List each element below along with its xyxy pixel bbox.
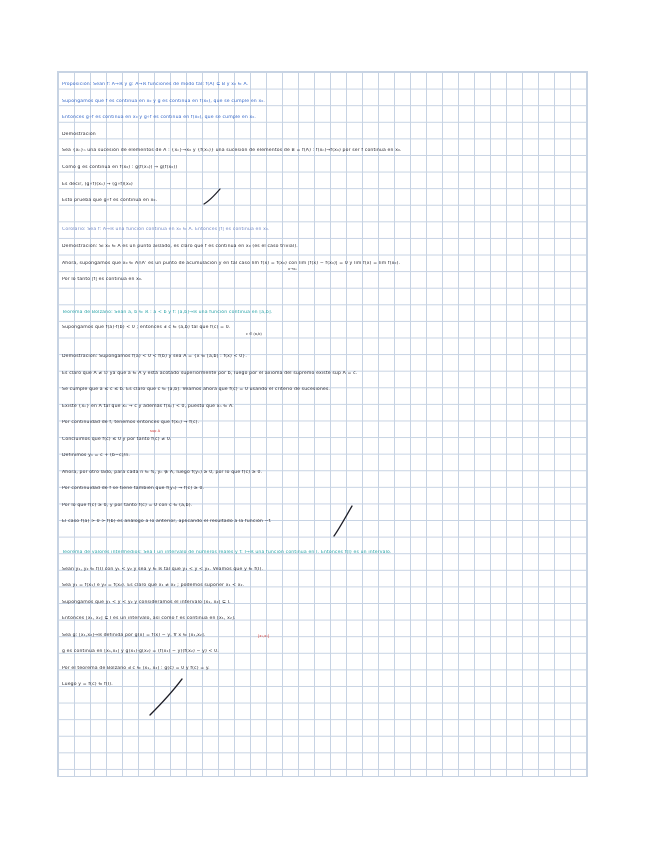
proof-line: Concluimos que f(c) ≤ 0 y por tanto f(c) ≠ 0. <box>62 437 172 442</box>
proof-line: Ahora, supongamos que x₀ ∈ A∩A' es un punto de acumulación y en tal caso lím f(x) = f(x₀) con lím |f(x) − f(x₀)| = 0 y lím f(x) = lím f(x₀). <box>62 261 401 266</box>
proof-line: Por continuidad de f se tiene también que f(yₙ) → f(c) ≥ 0. <box>62 486 205 491</box>
ivt-theorem-statement: Teorema de valores intermedios: Sea I un intervalo de números reales y f: I→ℝ una función continua en I. Entonces f(I) es un intervalo. <box>62 550 392 555</box>
proof-line: Existe {xₙ} en A tal que xₙ → c y además f(xₙ) < 0, puesto que xₙ ∈ A. <box>62 404 234 409</box>
proof-line: Por continuidad de f, tenemos entonces que f(xₙ) → f(c). <box>62 420 200 425</box>
proof-line: Sea g: [x₁,x₂]→ℝ definida por g(x) = f(x) − y, ∀ x ∈ [x₁,x₂]. <box>62 633 206 638</box>
proposition-statement-3: Entonces g∘f es continua en x₀ y g∘f es continua en f(x₀), que se cumple en x₀. <box>62 115 257 120</box>
bolzano-hypothesis: Supongamos que f(a)·f(b) < 0 ; entonces ∃ c ∈ (a,b) tal que f(c) = 0. <box>62 325 231 330</box>
red-interval-annotation: [x₁,x₂] <box>258 634 270 638</box>
proposition-statement-2: Supongamos que f es continua en x₀ y g es continua en f(x₀), que se cumple en x₀. <box>62 99 265 104</box>
proof-line: Como g es continua en f(x₀) : g(f(xₙ)) → g(f(x₀)) <box>62 165 178 170</box>
bolzano-theorem-statement: Teorema de Bolzano: Sean a, b ∈ ℝ : a < b y f: [a,b]→ℝ una función continua en [a,b]. <box>62 310 273 315</box>
proof-line: Se cumple que a ≤ c ≤ b. Es claro que c ∈ [a,b]. Veamos ahora que f(c) = 0 usando el criterio de sucesiones. <box>62 387 331 392</box>
proposition-statement-1: Proposición: Sean f: A→ℝ y g: A→ℝ funciones de modo tal: f(A) ⊆ B y x₀ ∈ A. <box>62 82 249 87</box>
proof-conclusion: Por lo tanto |f| es continua en x₀. <box>62 277 143 282</box>
proof-line: Definimos yₙ = c + (b−c)/n. <box>62 453 131 458</box>
red-annotation: sup A <box>150 429 161 433</box>
proof-conclusion: Luego y = f(c) ∈ f(I). <box>62 682 113 687</box>
proof-line: Ahora, por otro lado, para cada n ∈ ℕ, yₙ ∉ A, luego f(yₙ) ≥ 0, por lo que f(c) ≥ 0. <box>62 470 263 475</box>
proof-line: Por el teorema de Bolzano ∃ c ∈ (x₁, x₂) : g(c) = 0 y f(c) = y. <box>62 666 210 671</box>
qed-slash-mark <box>203 187 221 207</box>
corollary-statement: Corolario: Sea f: A→ℝ una función continua en x₀ ∈ A. Entonces |f| es continua en x₀. <box>62 227 270 232</box>
proof-line: g es continua en [x₁,x₂] y g(x₁)·g(x₂) = (f(x₁) − y)(f(x₂) − y) < 0. <box>62 649 219 654</box>
proof-line: Por lo que f(c) ≥ 0, y por tanto f(c) = 0 con c ∈ (a,b). <box>62 503 193 508</box>
proof-line: Sean y₁, y₂ ∈ f(I) con y₁ < y₂ y sea y ∈ ℝ tal que y₁ < y < y₂. Veamos que y ∈ f(I). <box>62 567 264 572</box>
proof-line: Demostración: Supongamos f(a) < 0 < f(b) y sea A = {x ∈ [a,b] : f(x) < 0}. <box>62 354 247 359</box>
qed-slash-mark <box>333 504 353 538</box>
bolzano-point-note: c ∈ (a,b) <box>246 332 262 336</box>
qed-slash-mark <box>148 677 184 717</box>
proof-line: Sea {xₙ}ₙ una sucesión de elementos de A : {xₙ}→x₀ y {f(xₙ)} una sucesión de elementos de B = f(A) : f(xₙ)→f(x₀) por ser f continua en x₀. <box>62 148 402 153</box>
proof-line: El caso f(a) > 0 > f(b) es análogo a lo anterior, aplicando el resultado a la función −f. <box>62 519 272 524</box>
limit-subscript: x→x₀ <box>288 267 297 271</box>
proof-line: Demostración: Si x₀ ∈ A es un punto aislado, es claro que f es continua en x₀ (es el caso trivial). <box>62 244 298 249</box>
proof-conclusion: Esto prueba que g∘f es continua en x₀. <box>62 198 158 203</box>
proof-line: Sea y₁ = f(x₁) e y₂ = f(x₂). Es claro que x₁ ≠ x₂ ; podemos suponer x₁ < x₂. <box>62 583 245 588</box>
proof-line: Supongamos que y₁ < y < y₂ y consideramos el intervalo [x₁, x₂] ⊆ I. <box>62 600 231 605</box>
proof-line: Es claro que A ≠ ∅ ya que a ∈ A y está acotado superiormente por b, luego por el axioma del supremo existe sup A = c. <box>62 371 358 376</box>
proof-line: Es decir, (g∘f)(xₙ) → (g∘f)(x₀) <box>62 182 133 187</box>
proof-line: Entonces [x₁, x₂] ⊆ I es un intervalo, así como f es continua en [x₁, x₂]. <box>62 616 236 621</box>
notebook-page <box>57 71 588 777</box>
proof-heading-1: Demostración <box>62 132 96 137</box>
